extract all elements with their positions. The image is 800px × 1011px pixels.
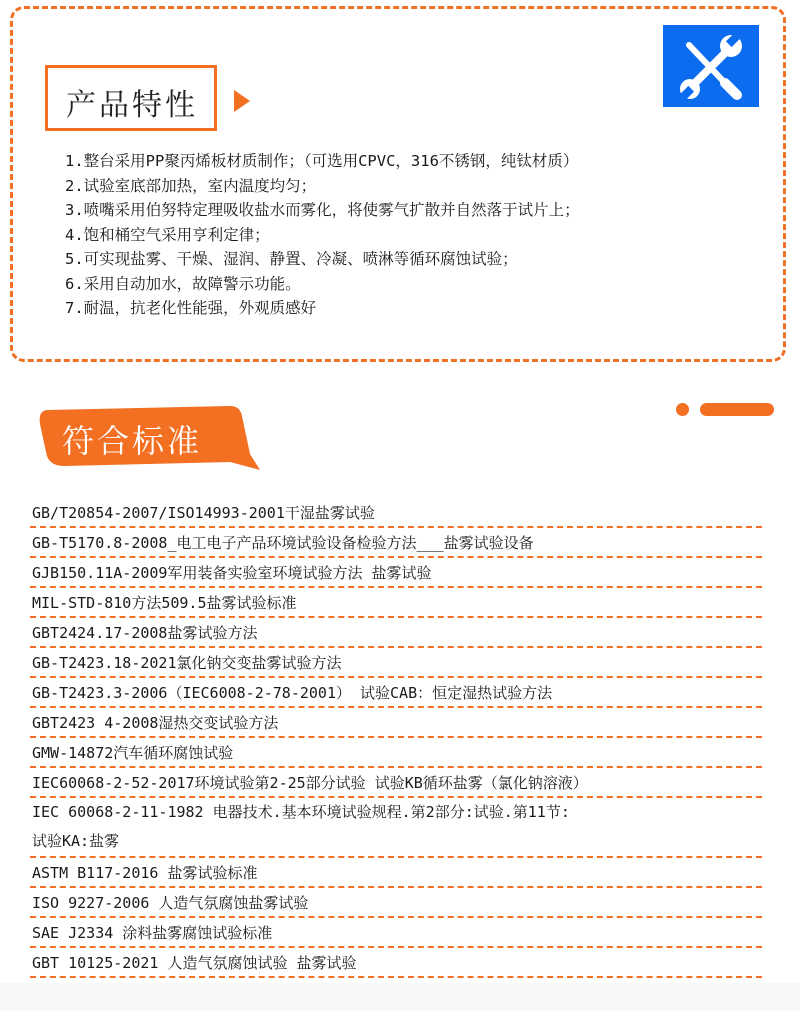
standard-item: MIL-STD-810方法509.5盐雾试验标准 xyxy=(30,588,762,618)
standard-item: GJB150.11A-2009军用装备实验室环境试验方法 盐雾试验 xyxy=(30,558,762,588)
standard-item xyxy=(30,798,762,858)
features-title-box xyxy=(45,65,217,131)
standard-item: GBT2423 4-2008湿热交变试验方法 xyxy=(30,708,762,738)
standard-item: SAE J2334 涂料盐雾腐蚀试验标准 xyxy=(30,918,762,948)
feature-list xyxy=(65,149,775,321)
feature-item: 6.采用自动加水，故障警示功能。 xyxy=(65,274,301,293)
standard-item: GB-T5170.8-2008_电工电子产品环境试验设备检验方法___盐雾试验设备 xyxy=(30,528,762,558)
feature-item: 7.耐温，抗老化性能强，外观质感好 xyxy=(65,299,317,317)
standard-item: IEC60068-2-52-2017环境试验第2-25部分试验 试验KB循环盐雾（氯化钠溶液） xyxy=(30,768,762,798)
standard-item: GB/T20854-2007/ISO14993-2001干湿盐雾试验 xyxy=(30,498,762,528)
standard-item: GBT2424.17-2008盐雾试验方法 xyxy=(30,618,762,648)
standard-item-line: IEC 60068-2-11-1982 电器技术.基本环境试验规程.第2部分:试验.第11节: xyxy=(32,803,570,821)
wrench-screwdriver-icon xyxy=(663,25,759,107)
feature-item: 1.整台采用PP聚丙烯板材质制作；（可选用CPVC，316不锈钢，纯钛材质） xyxy=(65,152,579,170)
standard-item: GMW-14872汽车循环腐蚀试验 xyxy=(30,738,762,768)
standard-item: GBT 10125-2021 人造气氛腐蚀试验 盐雾试验 xyxy=(30,948,762,978)
product-features-panel xyxy=(10,6,786,362)
feature-item: 3.喷嘴采用伯努特定理吸收盐水而雾化，将使雾气扩散并自然落于试片上； xyxy=(65,201,580,219)
feature-item: 4.饱和桶空气采用亨利定律； xyxy=(65,225,270,244)
bottom-strip xyxy=(0,983,800,1011)
standard-item: GB-T2423.18-2021氯化钠交变盐雾试验方法 xyxy=(30,648,762,678)
decorative-dot xyxy=(676,403,689,416)
feature-item: 2.试验室底部加热，室内温度均匀； xyxy=(65,176,317,195)
title-arrow-icon xyxy=(234,90,250,112)
decorative-bar xyxy=(700,403,774,416)
feature-item: 5.可实现盐雾、干燥、湿润、静置、冷凝、喷淋等循环腐蚀试验； xyxy=(65,250,518,268)
features-title: 产品特性 xyxy=(66,88,198,123)
standard-item: ASTM B117-2016 盐雾试验标准 xyxy=(30,858,762,888)
standards-title: 符合标准 xyxy=(62,422,203,460)
standards-header xyxy=(34,396,264,476)
standard-item: ISO 9227-2006 人造气氛腐蚀盐雾试验 xyxy=(30,888,762,918)
standard-item: GB-T2423.3-2006（IEC6008-2-78-2001） 试验CAB：恒定湿热试验方法 xyxy=(30,678,762,708)
standards-list xyxy=(30,498,762,978)
standard-item-line: 试验KA:盐雾 xyxy=(32,832,120,850)
